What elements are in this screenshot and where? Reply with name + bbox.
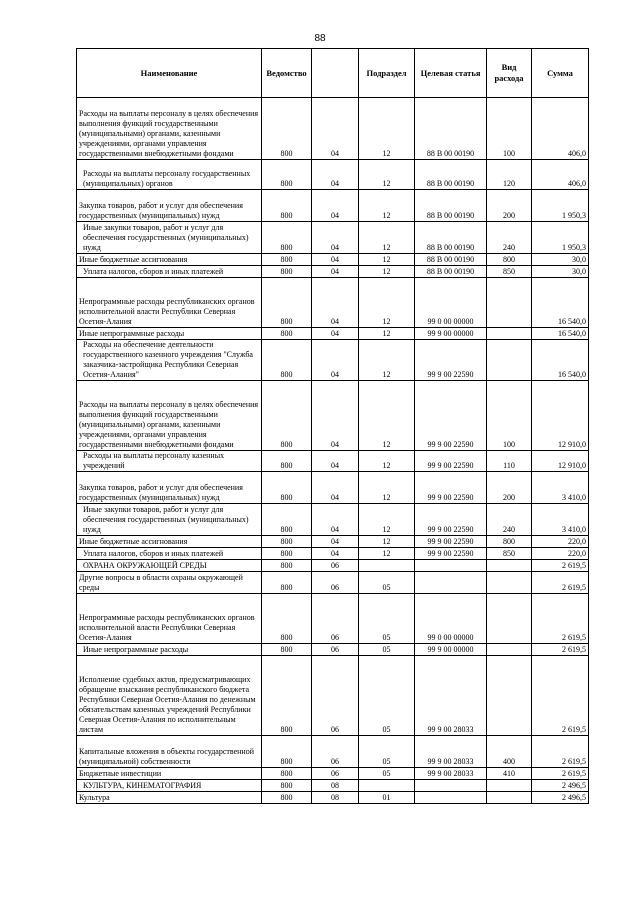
vedomstvo-cell: 800 (262, 792, 312, 804)
razdel-cell: 04 (312, 98, 359, 160)
razdel-cell: 06 (312, 572, 359, 594)
table-row (77, 340, 589, 381)
celevaya-statya-cell: 99 9 00 22590 (415, 548, 487, 560)
podrazdel-cell: 05 (359, 736, 415, 768)
name-cell: Непрограммные расходы республиканских органов исполнительной власти Республики Северная Осетия-Алания (77, 278, 262, 328)
table-row (77, 451, 589, 472)
vid-rashoda-cell: 240 (487, 504, 532, 536)
celevaya-statya-cell: 99 9 00 22590 (415, 472, 487, 504)
summa-cell: 220,0 (532, 536, 589, 548)
header-vedomstvo: Ведомство (262, 49, 312, 98)
razdel-cell: 04 (312, 340, 359, 381)
table-row (77, 381, 589, 451)
vedomstvo-cell: 800 (262, 644, 312, 656)
razdel-cell: 06 (312, 644, 359, 656)
table-body (77, 98, 589, 804)
table-row (77, 780, 589, 792)
celevaya-statya-cell: 99 9 00 22590 (415, 451, 487, 472)
podrazdel-cell: 12 (359, 190, 415, 222)
name-cell: Закупка товаров, работ и услуг для обеспечения государственных (муниципальных) нужд (77, 190, 262, 222)
name-cell: Иные непрограммные расходы (77, 328, 262, 340)
vedomstvo-cell: 800 (262, 190, 312, 222)
name-cell: Уплата налогов, сборов и иных платежей (77, 266, 262, 278)
celevaya-statya-cell (415, 560, 487, 572)
name-cell: Расходы на выплаты персоналу государственных (муниципальных) органов (77, 160, 262, 190)
vedomstvo-cell: 800 (262, 572, 312, 594)
name-cell: Другие вопросы в области охраны окружающей среды (77, 572, 262, 594)
podrazdel-cell: 12 (359, 254, 415, 266)
vedomstvo-cell: 800 (262, 594, 312, 644)
vid-rashoda-cell (487, 328, 532, 340)
podrazdel-cell: 12 (359, 451, 415, 472)
celevaya-statya-cell: 99 9 00 22590 (415, 381, 487, 451)
table-row (77, 266, 589, 278)
vedomstvo-cell: 800 (262, 98, 312, 160)
vid-rashoda-cell: 800 (487, 536, 532, 548)
name-cell: Иные бюджетные ассигнования (77, 536, 262, 548)
table-row (77, 548, 589, 560)
celevaya-statya-cell: 99 9 00 00000 (415, 644, 487, 656)
celevaya-statya-cell: 88 В 00 00190 (415, 98, 487, 160)
vid-rashoda-cell: 200 (487, 190, 532, 222)
name-cell: Непрограммные расходы республиканских органов исполнительной власти Республики Северная Осетия-Алания (77, 594, 262, 644)
summa-cell: 406,0 (532, 98, 589, 160)
vedomstvo-cell: 800 (262, 266, 312, 278)
vid-rashoda-cell (487, 560, 532, 572)
summa-cell: 2 496,5 (532, 792, 589, 804)
vid-rashoda-cell: 240 (487, 222, 532, 254)
table-row (77, 98, 589, 160)
celevaya-statya-cell: 99 9 00 28033 (415, 656, 487, 736)
vid-rashoda-cell: 100 (487, 98, 532, 160)
razdel-cell: 04 (312, 472, 359, 504)
name-cell: Расходы на обеспечение деятельности государственного казенного учреждения "Служба заказчика-застройщика Республики Северная Осетия-Алания" (77, 340, 262, 381)
celevaya-statya-cell: 99 9 00 22590 (415, 536, 487, 548)
razdel-cell: 04 (312, 548, 359, 560)
razdel-cell: 04 (312, 190, 359, 222)
razdel-cell: 08 (312, 780, 359, 792)
name-cell: Уплата налогов, сборов и иных платежей (77, 548, 262, 560)
table-row (77, 656, 589, 736)
vid-rashoda-cell: 200 (487, 472, 532, 504)
celevaya-statya-cell (415, 780, 487, 792)
header-podrazdel: Подраздел (359, 49, 415, 98)
header-celevaya: Целевая статья (415, 49, 487, 98)
table-row (77, 278, 589, 328)
celevaya-statya-cell: 88 В 00 00190 (415, 254, 487, 266)
razdel-cell: 04 (312, 451, 359, 472)
vid-rashoda-cell (487, 340, 532, 381)
summa-cell: 30,0 (532, 254, 589, 266)
table-row (77, 594, 589, 644)
celevaya-statya-cell: 99 0 00 00000 (415, 594, 487, 644)
vedomstvo-cell: 800 (262, 160, 312, 190)
vid-rashoda-cell (487, 644, 532, 656)
podrazdel-cell: 12 (359, 160, 415, 190)
summa-cell: 1 950,3 (532, 222, 589, 254)
celevaya-statya-cell: 99 9 00 28033 (415, 768, 487, 780)
vid-rashoda-cell (487, 780, 532, 792)
summa-cell: 3 410,0 (532, 472, 589, 504)
table-row (77, 644, 589, 656)
vedomstvo-cell: 800 (262, 780, 312, 792)
vid-rashoda-cell: 850 (487, 548, 532, 560)
podrazdel-cell: 12 (359, 328, 415, 340)
name-cell: Бюджетные инвестиции (77, 768, 262, 780)
celevaya-statya-cell: 99 0 00 00000 (415, 278, 487, 328)
vid-rashoda-cell (487, 656, 532, 736)
vid-rashoda-cell: 410 (487, 768, 532, 780)
summa-cell: 16 540,0 (532, 278, 589, 328)
celevaya-statya-cell: 99 9 00 22590 (415, 340, 487, 381)
razdel-cell: 06 (312, 594, 359, 644)
name-cell: Капитальные вложения в объекты государственной (муниципальной) собственности (77, 736, 262, 768)
name-cell: Расходы на выплаты персоналу в целях обеспечения выполнения функций государственными (муниципальными) органами, казенными учреждениями, органами управления государственными внебюджетными фондами (77, 98, 262, 160)
podrazdel-cell (359, 780, 415, 792)
name-cell: Культура (77, 792, 262, 804)
summa-cell: 220,0 (532, 548, 589, 560)
podrazdel-cell: 05 (359, 572, 415, 594)
podrazdel-cell: 12 (359, 266, 415, 278)
table-row (77, 254, 589, 266)
razdel-cell: 04 (312, 160, 359, 190)
name-cell: КУЛЬТУРА, КИНЕМАТОГРАФИЯ (77, 780, 262, 792)
table-row (77, 328, 589, 340)
razdel-cell: 04 (312, 254, 359, 266)
page-number: 88 (314, 33, 326, 44)
celevaya-statya-cell (415, 792, 487, 804)
vid-rashoda-cell (487, 278, 532, 328)
razdel-cell: 04 (312, 536, 359, 548)
name-cell: Расходы на выплаты персоналу казенных учреждений (77, 451, 262, 472)
summa-cell: 2 619,5 (532, 768, 589, 780)
vedomstvo-cell: 800 (262, 340, 312, 381)
podrazdel-cell (359, 560, 415, 572)
podrazdel-cell: 12 (359, 504, 415, 536)
header-vid: Вид расхода (487, 49, 532, 98)
vid-rashoda-cell: 100 (487, 381, 532, 451)
name-cell: Исполнение судебных актов, предусматривающих обращение взыскания республиканского бюджета Республики Северная Осетия-Алания по денежным обязательствам казенных учреждений Республики Северная Осетия-Алания по исполнительным листам (77, 656, 262, 736)
vid-rashoda-cell: 800 (487, 254, 532, 266)
podrazdel-cell: 12 (359, 548, 415, 560)
name-cell: Закупка товаров, работ и услуг для обеспечения государственных (муниципальных) нужд (77, 472, 262, 504)
name-cell: Иные закупки товаров, работ и услуг для обеспечения государственных (муниципальных) нужд (77, 222, 262, 254)
name-cell: Расходы на выплаты персоналу в целях обеспечения выполнения функций государственными (муниципальными) органами, казенными учреждениями, органами управления государственными внебюджетными фондами (77, 381, 262, 451)
celevaya-statya-cell: 99 9 00 22590 (415, 504, 487, 536)
podrazdel-cell: 05 (359, 768, 415, 780)
podrazdel-cell: 12 (359, 472, 415, 504)
vedomstvo-cell: 800 (262, 536, 312, 548)
podrazdel-cell: 05 (359, 644, 415, 656)
razdel-cell: 06 (312, 560, 359, 572)
table-row (77, 160, 589, 190)
vid-rashoda-cell (487, 572, 532, 594)
vedomstvo-cell: 800 (262, 222, 312, 254)
summa-cell: 2 619,5 (532, 594, 589, 644)
vid-rashoda-cell: 400 (487, 736, 532, 768)
podrazdel-cell: 12 (359, 381, 415, 451)
header-razdel (312, 49, 359, 98)
summa-cell: 12 910,0 (532, 381, 589, 451)
razdel-cell: 04 (312, 504, 359, 536)
vid-rashoda-cell (487, 594, 532, 644)
summa-cell: 2 619,5 (532, 736, 589, 768)
podrazdel-cell: 12 (359, 98, 415, 160)
vid-rashoda-cell (487, 792, 532, 804)
summa-cell: 406,0 (532, 160, 589, 190)
table-row (77, 504, 589, 536)
celevaya-statya-cell (415, 572, 487, 594)
vid-rashoda-cell: 110 (487, 451, 532, 472)
summa-cell: 12 910,0 (532, 451, 589, 472)
vedomstvo-cell: 800 (262, 560, 312, 572)
summa-cell: 1 950,3 (532, 190, 589, 222)
vedomstvo-cell: 800 (262, 472, 312, 504)
podrazdel-cell: 12 (359, 222, 415, 254)
celevaya-statya-cell: 88 В 00 00190 (415, 222, 487, 254)
vedomstvo-cell: 800 (262, 768, 312, 780)
razdel-cell: 06 (312, 768, 359, 780)
summa-cell: 2 619,5 (532, 656, 589, 736)
podrazdel-cell: 12 (359, 340, 415, 381)
header-name: Наименование (77, 49, 262, 98)
vedomstvo-cell: 800 (262, 451, 312, 472)
vedomstvo-cell: 800 (262, 656, 312, 736)
summa-cell: 16 540,0 (532, 340, 589, 381)
summa-cell: 2 496,5 (532, 780, 589, 792)
table-row (77, 572, 589, 594)
razdel-cell: 04 (312, 328, 359, 340)
razdel-cell: 06 (312, 656, 359, 736)
celevaya-statya-cell: 99 9 00 28033 (415, 736, 487, 768)
podrazdel-cell: 12 (359, 278, 415, 328)
name-cell: Иные закупки товаров, работ и услуг для обеспечения государственных (муниципальных) нужд (77, 504, 262, 536)
summa-cell: 3 410,0 (532, 504, 589, 536)
budget-table (76, 48, 589, 804)
vedomstvo-cell: 800 (262, 278, 312, 328)
razdel-cell: 06 (312, 736, 359, 768)
vedomstvo-cell: 800 (262, 504, 312, 536)
podrazdel-cell: 01 (359, 792, 415, 804)
razdel-cell: 04 (312, 222, 359, 254)
table-row (77, 792, 589, 804)
vedomstvo-cell: 800 (262, 254, 312, 266)
table-row (77, 768, 589, 780)
celevaya-statya-cell: 88 В 00 00190 (415, 266, 487, 278)
celevaya-statya-cell: 88 В 00 00190 (415, 160, 487, 190)
name-cell: Иные бюджетные ассигнования (77, 254, 262, 266)
celevaya-statya-cell: 88 В 00 00190 (415, 190, 487, 222)
table-header-row (77, 49, 589, 98)
razdel-cell: 04 (312, 266, 359, 278)
podrazdel-cell: 05 (359, 656, 415, 736)
table-row (77, 190, 589, 222)
summa-cell: 2 619,5 (532, 560, 589, 572)
summa-cell: 2 619,5 (532, 572, 589, 594)
table-row (77, 560, 589, 572)
name-cell: ОХРАНА ОКРУЖАЮЩЕЙ СРЕДЫ (77, 560, 262, 572)
summa-cell: 2 619,5 (532, 644, 589, 656)
table-row (77, 472, 589, 504)
vedomstvo-cell: 800 (262, 328, 312, 340)
summa-cell: 30,0 (532, 266, 589, 278)
header-summa: Сумма (532, 49, 589, 98)
podrazdel-cell: 12 (359, 536, 415, 548)
razdel-cell: 08 (312, 792, 359, 804)
table-row (77, 736, 589, 768)
celevaya-statya-cell: 99 9 00 00000 (415, 328, 487, 340)
vid-rashoda-cell: 120 (487, 160, 532, 190)
table-row (77, 222, 589, 254)
table-row (77, 536, 589, 548)
podrazdel-cell: 05 (359, 594, 415, 644)
razdel-cell: 04 (312, 278, 359, 328)
vedomstvo-cell: 800 (262, 381, 312, 451)
vedomstvo-cell: 800 (262, 736, 312, 768)
razdel-cell: 04 (312, 381, 359, 451)
name-cell: Иные непрограммные расходы (77, 644, 262, 656)
vid-rashoda-cell: 850 (487, 266, 532, 278)
vedomstvo-cell: 800 (262, 548, 312, 560)
summa-cell: 16 540,0 (532, 328, 589, 340)
